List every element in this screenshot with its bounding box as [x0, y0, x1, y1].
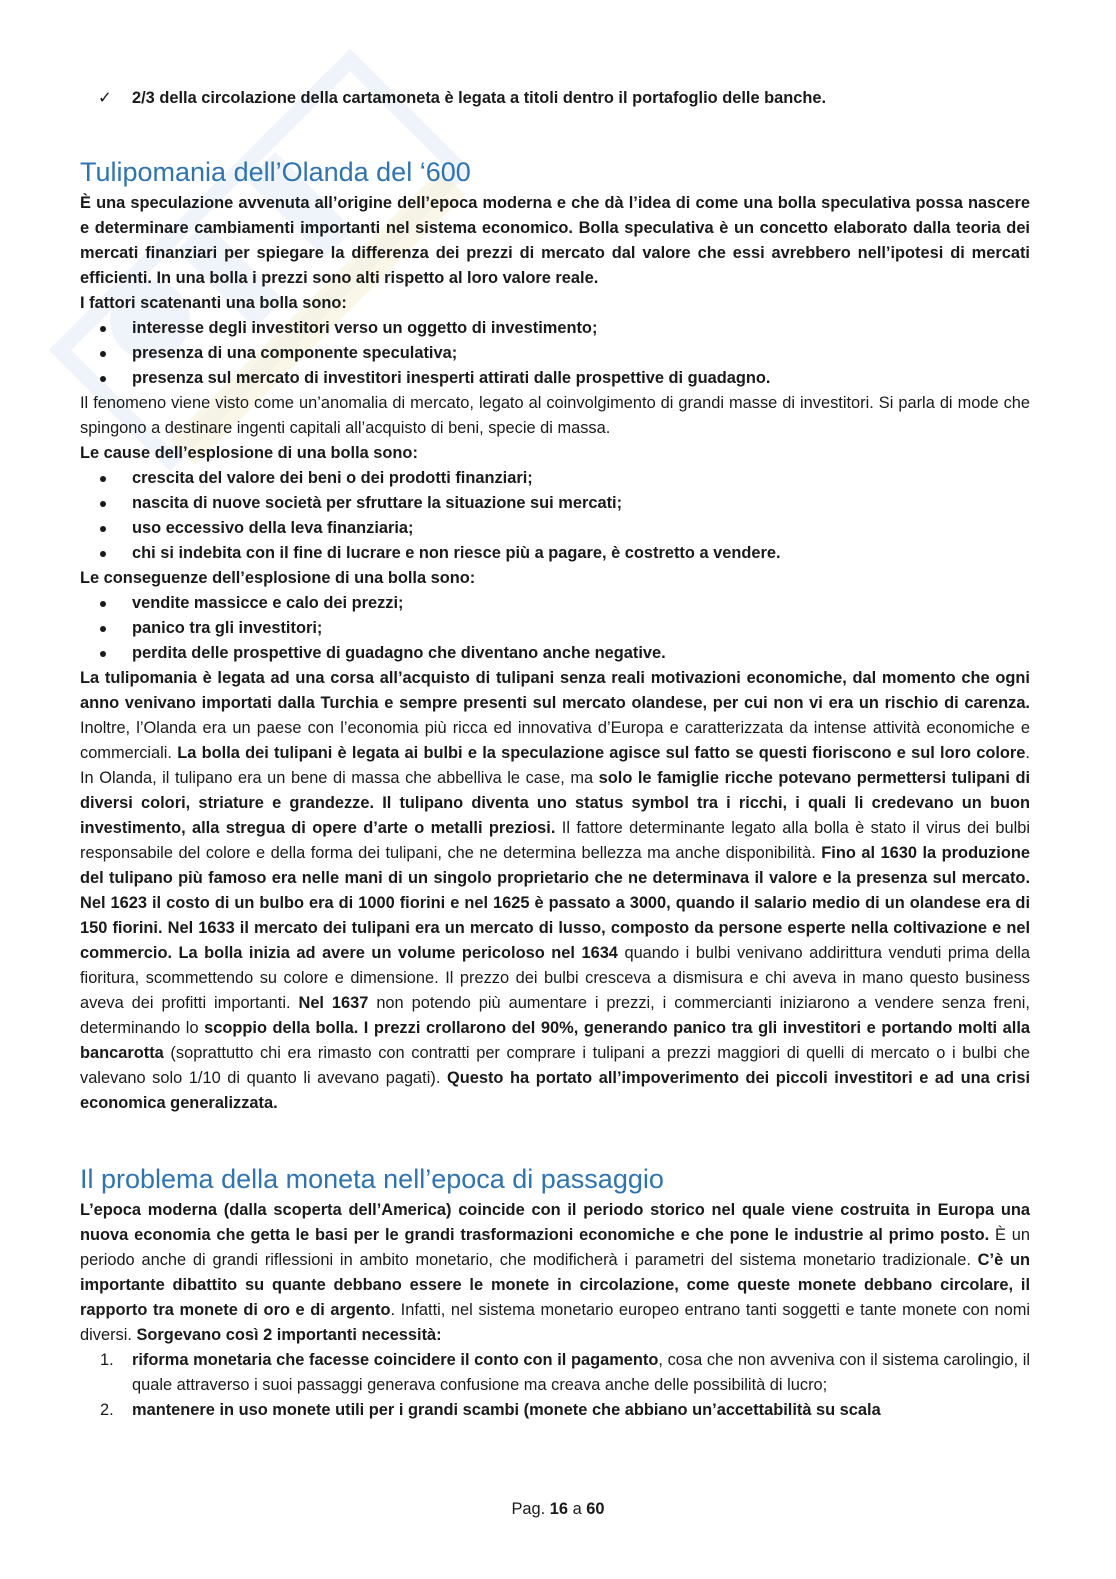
list-item — [80, 466, 1030, 491]
list-item-text: vendite massicce e calo dei prezzi; — [132, 594, 404, 612]
bullet-icon — [100, 501, 106, 507]
body-segment: Sorgevano così 2 importanti necessità: — [136, 1326, 442, 1344]
list-item-text: , cosa che non avveniva con il sistema carolingio, il quale attraverso i suoi passaggi generava confusione ma creava anche delle possibilità di lucro; — [132, 1351, 1030, 1394]
list-number: 2. — [100, 1401, 114, 1419]
bullet-icon — [100, 326, 106, 332]
needs-list — [80, 1348, 1030, 1423]
list-item-text: perdita delle prospettive di guadagno che diventano anche negative. — [132, 644, 666, 662]
list-item-text: crescita del valore dei beni o dei prodotti finanziari; — [132, 469, 533, 487]
bullet-icon — [100, 651, 106, 657]
section-spacer — [80, 1116, 1030, 1162]
causes-list — [80, 466, 1030, 566]
list-item-text: chi si indebita con il fine di lucrare e non riesce più a pagare, è costretto a vendere. — [132, 544, 781, 562]
footer-separator: a — [572, 1500, 582, 1518]
checklist-item — [80, 86, 1030, 111]
list-item — [80, 591, 1030, 616]
bullet-icon — [100, 351, 106, 357]
list-item-bold: riforma monetaria che facesse coincidere il conto con il pagamento — [132, 1351, 659, 1369]
body-segment: Nel 1637 — [298, 994, 369, 1012]
bullet-icon — [100, 551, 106, 557]
footer-prefix: Pag. — [511, 1500, 546, 1518]
body-segment: solo le famiglie ricche potevano permettersi tulipani di diversi colori, striature e grandezze. Il tulipano diventa uno status symbol tra i ricchi, i quali li credevano un buon investimento, alla stregua di opere d’arte o metalli preziosi. — [80, 769, 1031, 837]
consequences-list — [80, 591, 1030, 666]
bullet-icon — [100, 476, 106, 482]
body-segment: . In Olanda, il tulipano era un bene di massa che abbelliva le case, ma — [80, 744, 1030, 787]
body-segment: La bolla dei tulipani è legata ai bulbi e la speculazione agisce sul fatto se questi fioriscono e sul loro colore — [177, 744, 1026, 762]
list-item — [80, 516, 1030, 541]
checkmark-icon: ✓ — [98, 89, 112, 107]
checklist-item-text: 2/3 della circolazione della cartamoneta è legata a titoli dentro il portafoglio delle banche. — [132, 89, 827, 107]
intro-paragraph: È una speculazione avvenuta all’origine dell’epoca moderna e che dà l’idea di come una bolla speculativa possa nascere e determinare cambiamenti importanti nel sistema economico. Bolla speculativa è un concetto elaborato dalla teoria dei mercati finanziari per spiegare la differenza dei prezzi di mercato dal valore che essi avrebbero nell’ipotesi di mercati efficienti. In una bolla i prezzi sono alti rispetto al loro valore reale. — [80, 194, 1030, 287]
body-segment: quando i bulbi venivano addirittura venduti prima della fioritura, scommettendo su colore e dimensione. Il prezzo dei bulbi cresceva a dismisura e chi aveva in mano questo business aveva dei profitti importanti. — [80, 944, 1030, 1012]
list-item — [80, 341, 1030, 366]
body-segment: C’è un importante dibattito su quante debbano essere le monete in circolazione, come queste monete debbano circolare, il rapporto tra monete di oro e di argento — [80, 1251, 1030, 1319]
factors-heading: I fattori scatenanti una bolla sono: — [80, 294, 347, 312]
list-item-text: presenza di una componente speculativa; — [132, 344, 458, 362]
list-item-bold: mantenere in uso monete utili per i grandi scambi (monete che abbiano un’accettabilità su scala — [132, 1401, 881, 1419]
consequences-heading: Le conseguenze dell’esplosione di una bolla sono: — [80, 569, 476, 587]
body-segment: non potendo più aumentare i prezzi, i commercianti iniziarono a vendere senza freni, determinando lo — [80, 994, 1030, 1037]
bullet-icon — [100, 376, 106, 382]
list-item — [80, 1398, 1030, 1423]
list-item — [80, 616, 1030, 641]
page-footer — [0, 1500, 1116, 1519]
body-segment: Il fattore determinante legato alla bolla è stato il virus dei bulbi responsabile del colore e della forma dei tulipani, che ne determina bellezza ma anche disponibilità. — [80, 819, 1030, 862]
list-number: 1. — [100, 1351, 114, 1369]
causes-heading: Le cause dell’esplosione di una bolla sono: — [80, 444, 418, 462]
section-heading-tulipomania: Tulipomania dell’Olanda del ‘600 — [80, 157, 471, 187]
list-item-text: interesse degli investitori verso un oggetto di investimento; — [132, 319, 598, 337]
list-item-text: nascita di nuove società per sfruttare la situazione sui mercati; — [132, 494, 623, 512]
factors-list — [80, 316, 1030, 391]
list-item — [80, 541, 1030, 566]
body-segment: L’epoca moderna (dalla scoperta dell’America) coincide con il periodo storico nel quale viene costruita in Europa una nuova economia che getta le basi per le grandi trasformazioni economiche e che pone le industrie al primo posto. — [80, 1201, 1030, 1244]
list-item — [80, 1348, 1030, 1398]
body-segment: La tulipomania è legata ad una corsa all’acquisto di tulipani senza reali motivazioni economiche, dal momento che ogni anno venivano importati dalla Turchia e sempre presenti sul mercato olandese, per cui non vi era un rischio di carenza. — [80, 669, 1030, 712]
total-pages: 60 — [586, 1500, 605, 1518]
bullet-icon — [100, 601, 106, 607]
body-segment: scoppio della bolla. I prezzi crollarono del 90%, generando panico tra gli investitori e portando molti alla bancarotta — [80, 1019, 1030, 1062]
tulipomania-body — [80, 666, 1030, 1116]
bullet-icon — [100, 626, 106, 632]
page-content — [80, 86, 1030, 1423]
list-item-text: panico tra gli investitori; — [132, 619, 323, 637]
list-item-text: presenza sul mercato di investitori inesperti attirati dalle prospettive di guadagno. — [132, 369, 771, 387]
body-segment: È un periodo anche di grandi riflessioni in ambito monetario, che modificherà i parametri del sistema monetario tradizionale. — [80, 1226, 1030, 1269]
body-segment: Inoltre, l’Olanda era un paese con l’economia più ricca ed innovativa d’Europa e caratterizzata da intense attività economiche e commerciali. — [80, 719, 1030, 762]
list-item — [80, 316, 1030, 341]
section-heading-moneta: Il problema della moneta nell’epoca di passaggio — [80, 1164, 664, 1194]
list-item — [80, 641, 1030, 666]
list-item-text: uso eccessivo della leva finanziaria; — [132, 519, 414, 537]
body-segment: Fino al 1630 la produzione del tulipano più famoso era nelle mani di un singolo proprietario che ne determinava il valore e la presenza sul mercato. Nel 1623 il costo di un bulbo era di 1000 fiorini e nel 1625 è passato a 3000, quando il salario medio di un olandese era di 150 fiorini. Nel 1633 il mercato dei tulipani era un mercato di lusso, composto da persone esperte nella coltivazione e nel commercio. La bolla inizia ad avere un volume pericoloso nel 1634 — [80, 844, 1030, 962]
body-segment: Questo ha portato all’impoverimento dei piccoli investitori e ad una crisi economica generalizzata. — [80, 1069, 1031, 1112]
body-segment: (soprattutto chi era rimasto con contratti per comprare i tulipani a prezzi maggiori di quelli di mercato o i bulbi che valevano solo 1/10 di quanto li avevano pagati). — [80, 1044, 1030, 1087]
phenomenon-paragraph: Il fenomeno viene visto come un’anomalia di mercato, legato al coinvolgimento di grandi masse di investitori. Si parla di mode che spingono a destinare ingenti capitali all’acquisto di beni, specie di massa. — [80, 394, 1030, 437]
body-segment: . Infatti, nel sistema monetario europeo entrano tanti soggetti e tante monete con nomi diversi. — [80, 1301, 1030, 1344]
list-item — [80, 491, 1030, 516]
bullet-icon — [100, 526, 106, 532]
moneta-body — [80, 1198, 1030, 1348]
page-number: 16 — [549, 1500, 569, 1518]
list-item — [80, 366, 1030, 391]
